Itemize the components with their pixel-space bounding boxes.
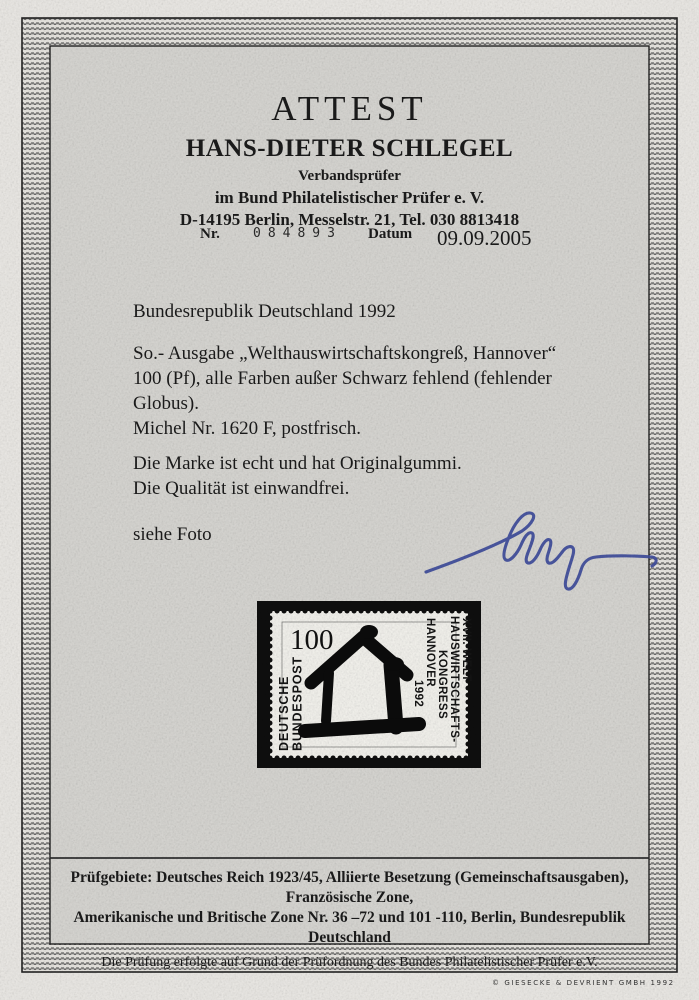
examiner-role: Verbandsprüfer bbox=[298, 168, 401, 184]
examiner-association: im Bund Philatelistischer Prüfer e. V. bbox=[214, 188, 485, 207]
finding-line-1: Die Marke ist echt und hat Originalgummi. bbox=[133, 453, 462, 474]
footer-divider bbox=[50, 857, 649, 859]
issue-line: So.- Ausgabe „Welthauswirtschaftskongreß, Hannover“ bbox=[133, 343, 557, 364]
finding-line-2: Die Qualität ist einwandfrei. bbox=[133, 478, 350, 499]
examiner-name: HANS-DIETER SCHLEGEL bbox=[185, 135, 514, 162]
examination-rules-note: Die Prüfung erfolgte auf Grund der Prüfordnung des Bundes Philatelistischer Prüfer e.V. bbox=[101, 955, 598, 970]
catalog-line: Michel Nr. 1620 F, postfrisch. bbox=[133, 418, 362, 439]
country-year-line: Bundesrepublik Deutschland 1992 bbox=[133, 301, 396, 322]
svg-text:DEUTSCHE BUNDESPOST: DEUTSCHE BUNDESPOST bbox=[277, 656, 305, 751]
examiner-address: D-14195 Berlin, Messelstr. 21, Tel. 030 8813418 bbox=[179, 210, 520, 229]
stamp-photo bbox=[257, 601, 481, 768]
svg-text:XVII. WELT HAUSWIRTS: XVII. WELT HAUSWIRTSCHAFTS- KONGRESS HANNOVER 1992 bbox=[412, 616, 472, 743]
expertise-areas-line-1: Prüfgebiete: Deutsches Reich 1923/45, Alliierte Besetzung (Gemeinschaftsausgaben), Französische Zone, bbox=[70, 869, 629, 906]
examiner-signature bbox=[420, 500, 665, 595]
stamp-denomination: 100 bbox=[290, 624, 334, 656]
expertise-areas-line-2: Amerikanische und Britische Zone Nr. 36 –72 und 101 -110, Berlin, Bundesrepublik Deutschland bbox=[73, 909, 626, 946]
photo-reference-line: siehe Foto bbox=[133, 524, 212, 545]
description-line: 100 (Pf), alle Farben außer Schwarz fehlend (fehlender Globus). bbox=[133, 368, 552, 414]
certificate-date: 09.09.2005 bbox=[437, 226, 532, 250]
printer-credit: © GIESECKE & DEVRIENT GMBH 1992 bbox=[492, 979, 675, 987]
certificate-title: ATTEST bbox=[271, 89, 428, 128]
letterhead bbox=[50, 90, 649, 230]
certificate-number: 084893 bbox=[253, 226, 342, 241]
date-label: Datum bbox=[368, 226, 413, 242]
footer-block bbox=[50, 868, 649, 971]
number-label: Nr. bbox=[200, 226, 220, 242]
